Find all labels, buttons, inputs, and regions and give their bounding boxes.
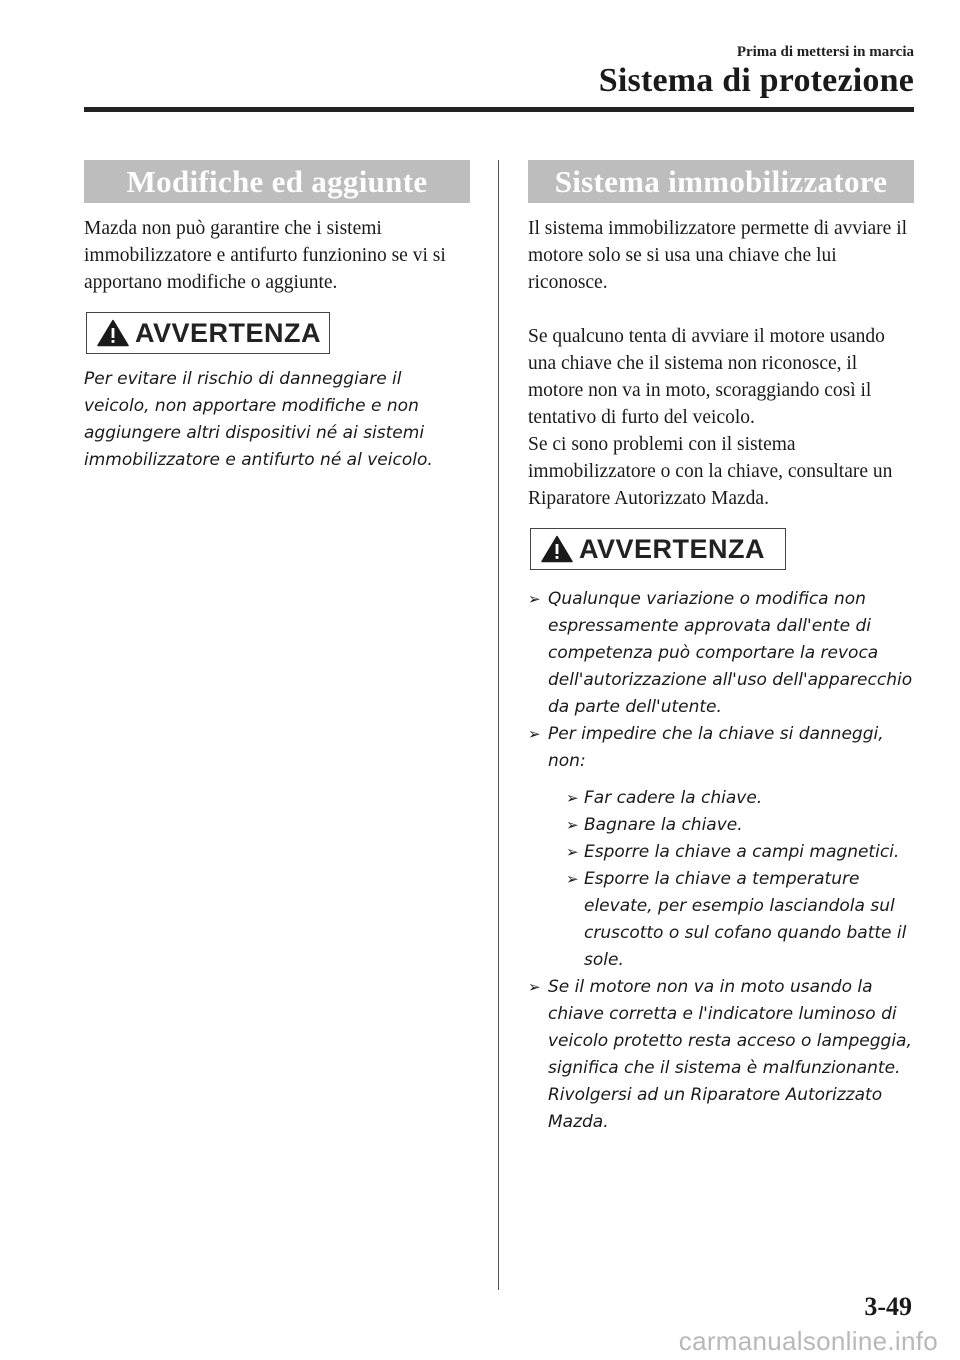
list-item-text: Esporre la chiave a campi magnetici.	[584, 842, 900, 862]
list-item	[566, 812, 914, 839]
warning-triangle-icon	[97, 319, 129, 347]
warning-triangle-icon	[541, 535, 573, 563]
left-column	[84, 160, 470, 474]
header-rule	[84, 107, 914, 112]
warning-box-wrapper	[86, 312, 470, 354]
sub-bullet-list	[548, 785, 914, 974]
warning-label: AVVERTENZA	[579, 533, 766, 564]
arrow-right-icon: ➢	[528, 725, 541, 743]
warning-box	[530, 528, 786, 570]
list-item-text: Se il motore non va in moto usando la chiave corretta e l'indicatore luminoso di veicolo protetto resta acceso o lampeggia, significa che il sistema è malfunzionante. Rivolgersi ad un Riparatore Autorizzato Mazda.	[548, 977, 912, 1132]
arrow-right-icon: ➢	[528, 590, 541, 608]
arrow-right-icon: ➢	[566, 816, 579, 834]
list-item-text: Esporre la chiave a temperature elevate, per esempio lasciandola sul cruscotto o sul cofano quando batte il sole.	[584, 869, 907, 970]
list-item-text: Qualunque variazione o modifica non espressamente approvata dall'ente di competenza può comportare la revoca dell'autorizzazione all'uso dell'apparecchio da parte dell'utente.	[548, 589, 913, 717]
page-title: Sistema di protezione	[598, 62, 914, 99]
paragraph-3: Se ci sono problemi con il sistema immobilizzatore o con la chiave, consultare un Riparatore Autorizzato Mazda.	[528, 434, 893, 509]
warning-box-wrapper	[530, 528, 914, 570]
warning-bullet-list	[528, 586, 914, 1136]
list-item	[528, 974, 914, 1136]
arrow-right-icon: ➢	[566, 870, 579, 888]
list-item	[566, 839, 914, 866]
list-item	[528, 721, 914, 974]
arrow-right-icon: ➢	[566, 843, 579, 861]
section-heading-modifiche	[84, 160, 470, 203]
warning-text: Per evitare il rischio di danneggiare il veicolo, non apportare modifiche e non aggiungere altri dispositivi né ai sistemi immobilizzatore e antifurto né al veicolo.	[84, 369, 433, 470]
section-heading-text: Sistema immobilizzatore	[554, 163, 888, 199]
arrow-right-icon: ➢	[528, 978, 541, 996]
list-item-text: Per impedire che la chiave si danneggi, non:	[548, 724, 884, 771]
section-heading-text: Modifiche ed aggiunte	[126, 163, 428, 199]
paragraph-1: Il sistema immobilizzatore permette di avviare il motore solo se si usa una chiave che lui riconosce.	[528, 218, 908, 293]
list-item-text: Bagnare la chiave.	[584, 815, 743, 835]
watermark: carmanualsonline.info	[678, 1326, 938, 1356]
column-divider	[498, 160, 499, 1290]
list-item-text: Far cadere la chiave.	[584, 788, 763, 808]
warning-label: AVVERTENZA	[135, 317, 322, 348]
page-number: 3-49	[864, 1292, 912, 1321]
section-heading-immobilizzatore	[528, 160, 914, 203]
warning-box	[86, 312, 330, 354]
list-item	[566, 866, 914, 974]
page-subtitle: Prima di mettersi in marcia	[736, 44, 914, 60]
arrow-right-icon: ➢	[566, 789, 579, 807]
paragraph-2: Se qualcuno tenta di avviare il motore usando una chiave che il sistema non riconosce, il motore non va in moto, scoraggiando così il tentativo di furto del veicolo.	[528, 326, 885, 428]
right-column	[528, 160, 914, 1136]
list-item	[528, 586, 914, 721]
list-item	[566, 785, 914, 812]
intro-paragraph: Mazda non può garantire che i sistemi immobilizzatore e antifurto funzionino se vi si apportano modifiche o aggiunte.	[84, 218, 446, 293]
